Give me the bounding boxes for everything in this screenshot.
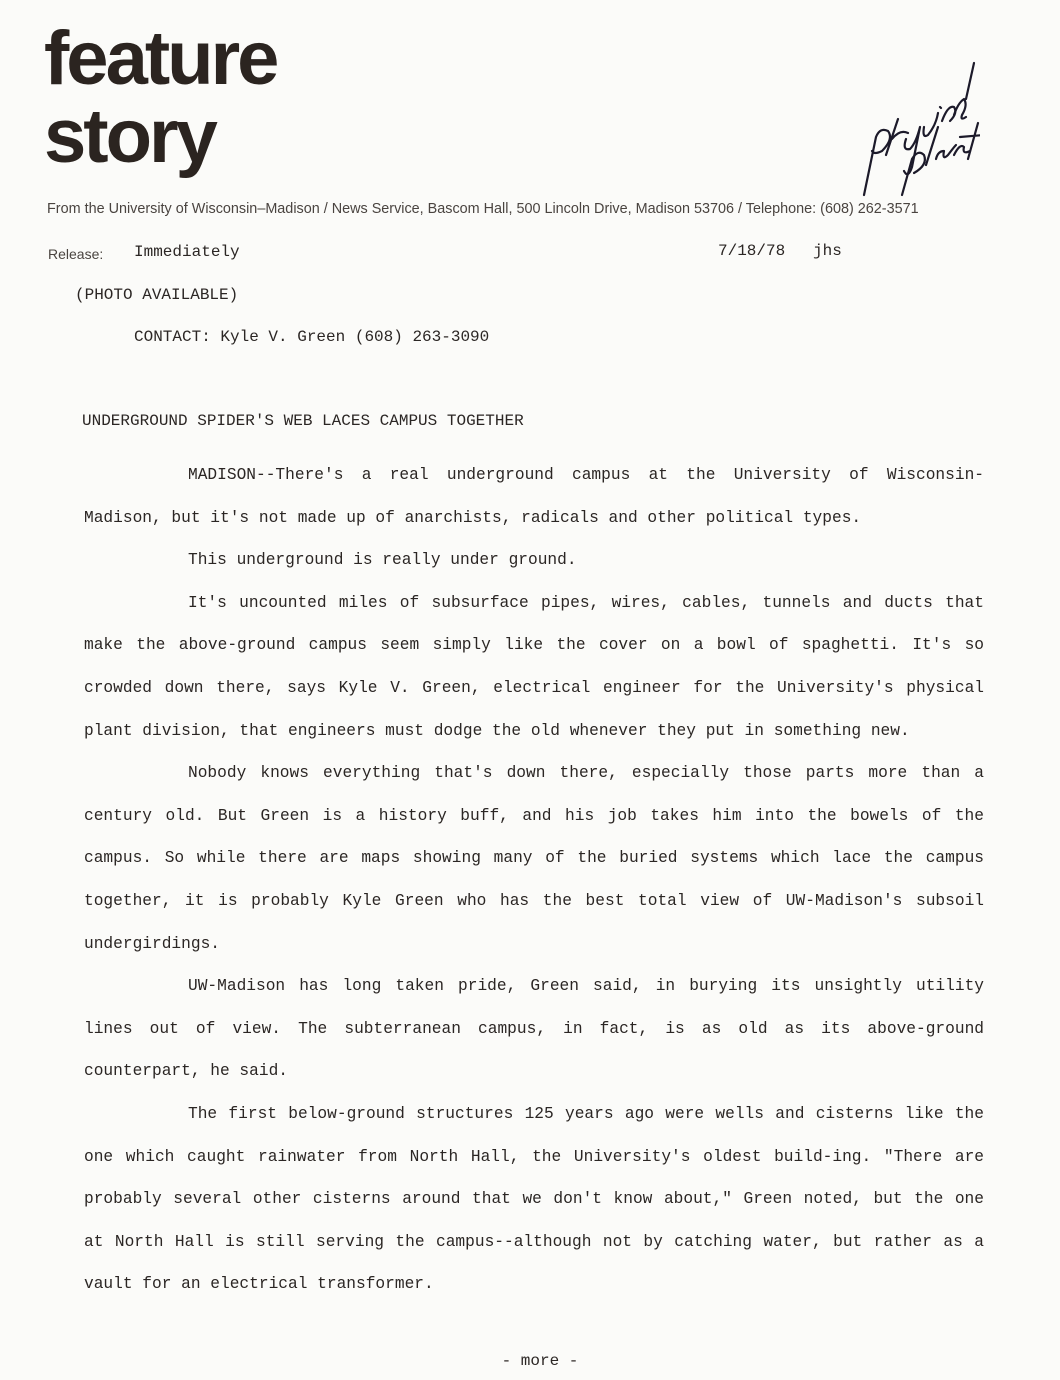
photo-available-note: (PHOTO AVAILABLE): [75, 286, 239, 304]
story-headline: UNDERGROUND SPIDER'S WEB LACES CAMPUS TOGETHER: [82, 412, 524, 430]
handwritten-physical-plant-signature: [850, 55, 980, 205]
feature-story-logo: [44, 16, 277, 179]
release-date: 7/18/78: [718, 242, 786, 260]
contact-line: CONTACT: Kyle V. Green (608) 263-3090: [134, 328, 490, 346]
logo-line-story: story: [44, 94, 215, 179]
release-value: Immediately: [134, 243, 240, 261]
release-label: Release:: [48, 246, 104, 262]
story-body: [84, 454, 984, 1306]
story-paragraph: It's uncounted miles of subsurface pipes, wires, cables, tunnels and ducts that make the above-ground campus seem simply like the cover on a bowl of spaghetti. It's so crowded down there, says Kyle V. Green, electrical engineer for the University's physical plant division, that engineers must dodge the old whenever they put in something new.: [84, 593, 984, 740]
more-continuation-marker: - more -: [501, 1352, 579, 1370]
story-paragraph: Nobody knows everything that's down there, especially those parts more than a century old. But Green is a history buff, and his job takes him into the bowels of the campus. So while there are maps showing many of the buried systems which lace the campus together, it is probably Kyle Green who has the best total view of UW-Madison's subsoil undergirdings.: [84, 764, 984, 953]
logo-line-feature: feature: [44, 16, 277, 101]
news-service-address-line: From the University of Wisconsin–Madison / News Service, Bascom Hall, 500 Lincoln Drive, Madison 53706 / Telephone: (608) 262-3571: [47, 201, 919, 217]
story-paragraph: UW-Madison has long taken pride, Green said, in burying its unsightly utility lines out of view. The subterranean campus, in fact, is as old as its above-ground counterpart, he said.: [84, 977, 984, 1081]
writer-initials: jhs: [813, 242, 842, 260]
story-paragraph: This underground is really under ground.: [188, 551, 577, 570]
story-paragraph: MADISON--There's a real underground campus at the University of Wisconsin-Madison, but it's not made up of anarchists, radicals and other political types.: [84, 466, 984, 527]
story-paragraph: The first below-ground structures 125 years ago were wells and cisterns like the one which caught rainwater from North Hall, the University's oldest build-ing. "There are probably several other cisterns around that we don't know about," Green noted, but the one at North Hall is still serving the campus--although not by catching water, but rather as a vault for an electrical transformer.: [84, 1104, 984, 1294]
